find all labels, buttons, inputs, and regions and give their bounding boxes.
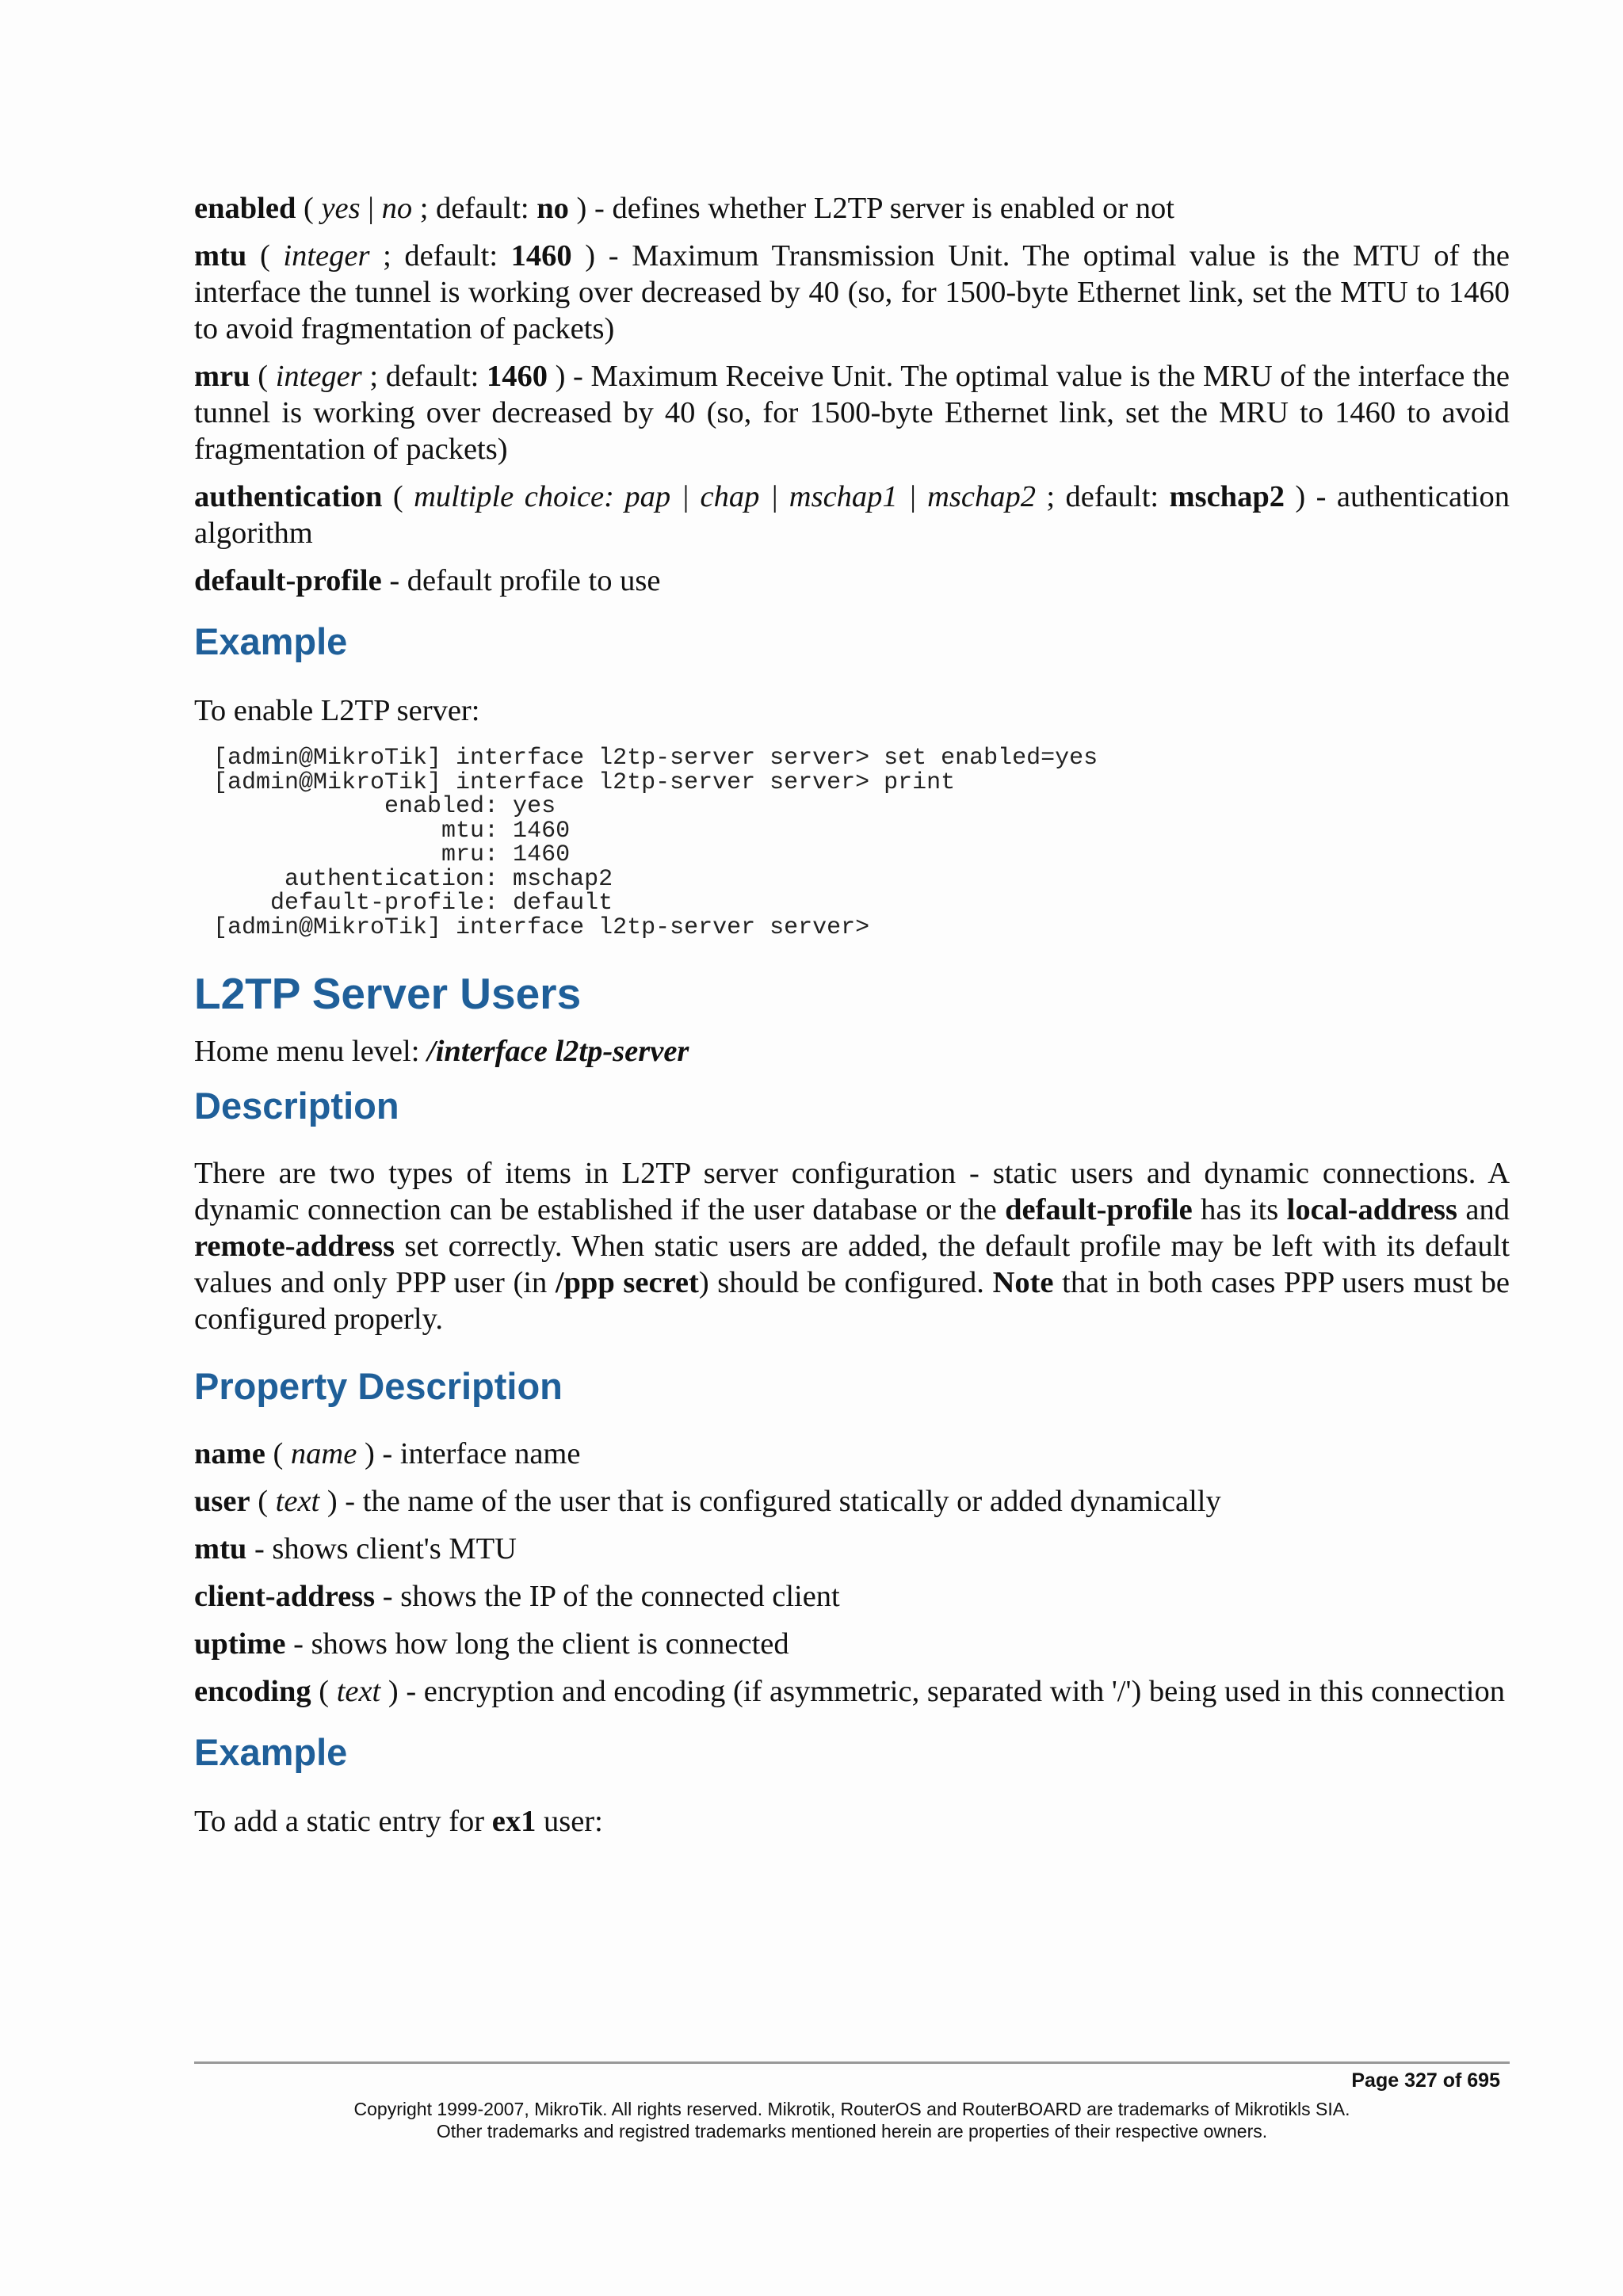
example-intro: To enable L2TP server: — [194, 694, 480, 727]
code-block: [admin@MikroTik] interface l2tp-server server> set enabled=yes [admin@MikroTik] interface l2tp-server server> print enabled: yes mtu: 1460 mru: 1460 authentication: mschap2 default-profile: default [admin@MikroTik] interface l2tp-server server> — [213, 745, 1098, 941]
copyright-line: Copyright 1999-2007, MikroTik. All rights reserved. Mikrotik, RouterOS and RouterBOARD are trademarks of Mikrotikls SIA. — [353, 2099, 1350, 2119]
copyright-notice — [194, 2098, 1510, 2142]
prop-default: 1460 — [486, 360, 548, 393]
trademarks-line: Other trademarks and registred trademarks mentioned herein are properties of their respective owners. — [436, 2121, 1268, 2142]
prop-name: uptime — [194, 1627, 286, 1661]
prop-desc: - shows client's MTU — [246, 1532, 517, 1566]
prop-mru: mru ( integer ; default: 1460 ) - Maximum Receive Unit. The optimal value is the MRU of the interface the tunnel is working over decreased by 40 (so, for 1500-byte Ethernet link, set the MRU to 1460 to avoid fragmentation of packets) — [194, 360, 1510, 466]
prop-name: authentication — [194, 480, 383, 513]
prop-name: mtu — [194, 1532, 247, 1566]
prop-mtu: mtu ( integer ; default: 1460 ) - Maximum Transmission Unit. The optimal value is the MTU of the interface the tunnel is working over decreased by 40 (so, for 1500-byte Ethernet link, set the MTU to 1460 to avoid fragmentation of packets) — [194, 239, 1510, 345]
prop-user: user ( text ) - the name of the user that is configured statically or added dynamically — [194, 1485, 1221, 1518]
prop-type: integer — [275, 360, 362, 393]
prop-type: name — [290, 1437, 357, 1470]
prop-encoding: encoding ( text ) - encryption and encoding (if asymmetric, separated with '/') being used in this connection — [194, 1675, 1505, 1708]
prop-name: user — [194, 1485, 250, 1518]
prop-type: multiple choice: pap | chap | mschap1 | mschap2 — [414, 480, 1036, 513]
prop-desc: ) - authentication algorithm — [194, 480, 1510, 550]
prop-name: enabled — [194, 192, 296, 225]
prop-desc: ) - Maximum Receive Unit. The optimal value is the MRU of the interface the tunnel is working over decreased by 40 (so, for 1500-byte Ethernet link, set the MRU to 1460 to avoid fragmentation of packets) — [194, 360, 1510, 466]
prop-name: default-profile — [194, 564, 382, 597]
description-heading: Description — [194, 1085, 399, 1127]
menu-path: /interface l2tp-server — [427, 1035, 689, 1068]
prop-desc: - shows how long the client is connected — [285, 1627, 789, 1661]
prop-default-profile — [194, 563, 1510, 599]
prop-desc: ) - interface name — [357, 1437, 581, 1470]
prop-name-field: name ( name ) - interface name — [194, 1437, 581, 1470]
prop-type: text — [275, 1485, 320, 1518]
example-heading-2: Example — [194, 1731, 348, 1773]
prop-mtu-client — [194, 1531, 1510, 1567]
property-description-heading: Property Description — [194, 1365, 563, 1407]
prop-desc: ) - encryption and encoding (if asymmetric, separated with '/') being used in this connection — [380, 1675, 1505, 1708]
home-menu-level: Home menu level: /interface l2tp-server — [194, 1035, 689, 1068]
prop-desc: ) - the name of the user that is configured statically or added dynamically — [319, 1485, 1221, 1518]
section-title: L2TP Server Users — [194, 969, 582, 1018]
example-heading: Example — [194, 620, 348, 662]
prop-desc: ) - Maximum Transmission Unit. The optimal value is the MTU of the interface the tunnel is working over decreased by 40 (so, for 1500-byte Ethernet link, set the MTU to 1460 to avoid fragmentation of packets) — [194, 239, 1510, 345]
prop-name: name — [194, 1437, 265, 1470]
prop-desc: - shows the IP of the connected client — [375, 1580, 840, 1613]
prop-enabled: enabled ( yes | no ; default: no ) - defines whether L2TP server is enabled or not — [194, 192, 1174, 225]
prop-name: mtu — [194, 239, 247, 273]
prop-client-address — [194, 1578, 1510, 1615]
prop-default: 1460 — [510, 239, 572, 273]
prop-name: encoding — [194, 1675, 311, 1708]
prop-name: mru — [194, 360, 250, 393]
page-content — [194, 190, 1510, 1851]
prop-type: text — [336, 1675, 381, 1708]
prop-type: integer — [283, 239, 370, 273]
prop-uptime — [194, 1626, 1510, 1662]
prop-authentication: authentication ( multiple choice: pap | chap | mschap1 | mschap2 ; default: mschap2 ) - authentication algorithm — [194, 480, 1510, 550]
prop-name: client-address — [194, 1580, 376, 1613]
prop-default: mschap2 — [1169, 480, 1285, 513]
description-text: There are two types of items in L2TP server configuration - static users and dynamic connections. A dynamic connection can be established if the user database or the default-profile has its local-address and remote-address set correctly. When static users are added, the default profile may be left with its default values and only PPP user (in /ppp secret) should be configured. Note that in both cases PPP users must be configured properly. — [194, 1157, 1510, 1336]
prop-desc: - default profile to use — [381, 564, 661, 597]
example-intro-2: To add a static entry for ex1 user: — [194, 1805, 603, 1838]
prop-default: no — [537, 192, 569, 225]
page-number: Page 327 of 695 — [1351, 2069, 1500, 2092]
prop-desc: ) - defines whether L2TP server is enabled or not — [568, 192, 1174, 225]
footer-divider — [194, 2061, 1510, 2064]
